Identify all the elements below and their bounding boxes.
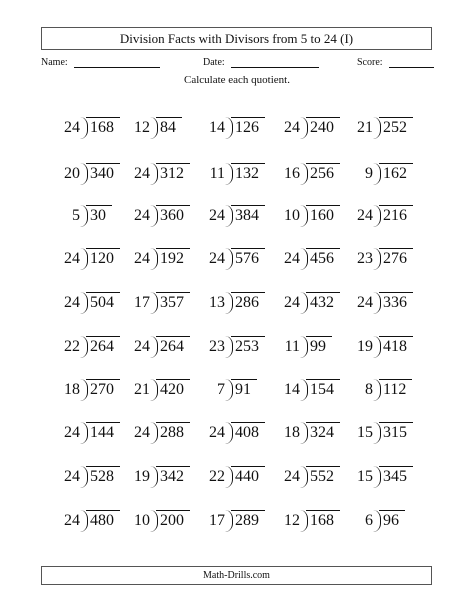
dividend: 270 — [90, 381, 114, 398]
dividend: 345 — [383, 468, 407, 485]
division-bar — [306, 205, 340, 206]
divisor: 24 — [64, 250, 80, 267]
division-bar — [379, 422, 413, 423]
division-bar — [306, 248, 340, 249]
dividend: 91 — [235, 381, 251, 398]
dividend: 276 — [383, 250, 407, 267]
division-bracket — [225, 422, 233, 444]
division-bar — [231, 422, 265, 423]
date-label: Date: — [203, 57, 225, 68]
division-bracket — [373, 422, 381, 444]
divisor: 14 — [209, 119, 225, 136]
division-bar — [86, 422, 120, 423]
divisor: 10 — [134, 512, 150, 529]
dividend: 336 — [383, 294, 407, 311]
divisor: 11 — [284, 338, 300, 355]
dividend: 312 — [160, 165, 184, 182]
division-bar — [231, 336, 265, 337]
dividend: 360 — [160, 207, 184, 224]
division-bar — [156, 292, 190, 293]
division-bracket — [80, 163, 88, 185]
division-bracket — [300, 466, 308, 488]
name-label: Name: — [41, 57, 68, 68]
division-bracket — [373, 117, 381, 139]
divisor: 15 — [357, 424, 373, 441]
division-bracket — [150, 422, 158, 444]
dividend: 480 — [90, 512, 114, 529]
division-bar — [379, 163, 413, 164]
divisor: 13 — [209, 294, 225, 311]
division-bracket — [150, 248, 158, 270]
divisor: 14 — [284, 381, 300, 398]
dividend: 324 — [310, 424, 334, 441]
division-bar — [379, 292, 413, 293]
footer — [41, 566, 432, 585]
dividend: 216 — [383, 207, 407, 224]
division-bar — [156, 163, 190, 164]
divisor: 24 — [284, 294, 300, 311]
dividend: 126 — [235, 119, 259, 136]
division-bar — [306, 422, 340, 423]
dividend: 286 — [235, 294, 259, 311]
division-bracket — [373, 292, 381, 314]
divisor: 24 — [64, 119, 80, 136]
divisor: 24 — [209, 250, 225, 267]
divisor: 24 — [64, 512, 80, 529]
dividend: 168 — [90, 119, 114, 136]
division-bracket — [300, 379, 308, 401]
divisor: 15 — [357, 468, 373, 485]
dividend: 264 — [160, 338, 184, 355]
dividend: 288 — [160, 424, 184, 441]
divisor: 24 — [209, 424, 225, 441]
division-bracket — [80, 510, 88, 532]
dividend: 340 — [90, 165, 114, 182]
dividend: 357 — [160, 294, 184, 311]
divisor: 16 — [284, 165, 300, 182]
instructions: Calculate each quotient. — [184, 74, 290, 86]
divisor: 24 — [64, 294, 80, 311]
division-bracket — [150, 205, 158, 227]
dividend: 456 — [310, 250, 334, 267]
division-bar — [86, 248, 120, 249]
division-bracket — [225, 205, 233, 227]
dividend: 253 — [235, 338, 259, 355]
division-bar — [231, 379, 257, 380]
division-bracket — [80, 292, 88, 314]
division-bracket — [225, 292, 233, 314]
divisor: 24 — [209, 207, 225, 224]
division-bar — [306, 510, 340, 511]
division-bracket — [150, 379, 158, 401]
dividend: 432 — [310, 294, 334, 311]
division-bracket — [225, 163, 233, 185]
division-bar — [231, 292, 265, 293]
division-bracket — [373, 336, 381, 358]
divisor: 24 — [357, 294, 373, 311]
divisor: 21 — [134, 381, 150, 398]
division-bar — [231, 248, 265, 249]
dividend: 99 — [310, 338, 326, 355]
divisor: 19 — [357, 338, 373, 355]
dividend: 440 — [235, 468, 259, 485]
division-bracket — [373, 205, 381, 227]
divisor: 12 — [284, 512, 300, 529]
division-bar — [306, 117, 340, 118]
division-bracket — [373, 379, 381, 401]
division-bracket — [150, 510, 158, 532]
division-bar — [156, 205, 190, 206]
division-bracket — [373, 466, 381, 488]
division-bracket — [80, 117, 88, 139]
divisor: 24 — [64, 468, 80, 485]
division-bar — [156, 117, 182, 118]
dividend: 264 — [90, 338, 114, 355]
dividend: 200 — [160, 512, 184, 529]
dividend: 162 — [383, 165, 407, 182]
division-bracket — [150, 466, 158, 488]
division-bar — [379, 248, 413, 249]
division-bar — [156, 379, 190, 380]
title-text: Division Facts with Divisors from 5 to 24 (I) — [119, 30, 354, 46]
division-bracket — [300, 336, 308, 358]
dividend: 112 — [383, 381, 407, 398]
division-bracket — [225, 466, 233, 488]
division-bracket — [80, 205, 88, 227]
division-bracket — [300, 292, 308, 314]
dividend: 240 — [310, 119, 334, 136]
division-bracket — [373, 510, 381, 532]
division-bar — [156, 466, 190, 467]
division-bracket — [300, 117, 308, 139]
dividend: 289 — [235, 512, 259, 529]
score-label: Score: — [357, 57, 383, 68]
division-bar — [306, 336, 332, 337]
divisor: 24 — [134, 250, 150, 267]
dividend: 96 — [383, 512, 399, 529]
division-bracket — [300, 248, 308, 270]
division-bracket — [225, 248, 233, 270]
division-bar — [156, 248, 190, 249]
dividend: 168 — [310, 512, 334, 529]
dividend: 418 — [383, 338, 407, 355]
division-bracket — [300, 510, 308, 532]
division-bar — [306, 379, 340, 380]
divisor: 24 — [284, 250, 300, 267]
divisor: 6 — [365, 512, 373, 529]
division-bar — [86, 163, 120, 164]
division-bracket — [80, 379, 88, 401]
division-bar — [379, 205, 413, 206]
dividend: 342 — [160, 468, 184, 485]
divisor: 12 — [134, 119, 150, 136]
dividend: 315 — [383, 424, 407, 441]
divisor: 22 — [64, 338, 80, 355]
dividend: 120 — [90, 250, 114, 267]
dividend: 144 — [90, 424, 114, 441]
divisor: 24 — [357, 207, 373, 224]
division-bar — [231, 510, 265, 511]
dividend: 132 — [235, 165, 259, 182]
divisor: 17 — [134, 294, 150, 311]
division-bar — [86, 510, 120, 511]
divisor: 24 — [134, 338, 150, 355]
division-bar — [86, 379, 120, 380]
divisor: 23 — [357, 250, 373, 267]
division-bar — [231, 163, 265, 164]
divisor: 5 — [72, 207, 80, 224]
divisor: 24 — [284, 468, 300, 485]
dividend: 30 — [90, 207, 106, 224]
divisor: 24 — [134, 207, 150, 224]
division-bar — [156, 422, 190, 423]
dividend: 528 — [90, 468, 114, 485]
dividend: 576 — [235, 250, 259, 267]
division-bar — [379, 117, 413, 118]
divisor: 21 — [357, 119, 373, 136]
divisor: 10 — [284, 207, 300, 224]
divisor: 24 — [64, 424, 80, 441]
division-bar — [231, 117, 265, 118]
division-bar — [86, 336, 120, 337]
dividend: 256 — [310, 165, 334, 182]
divisor: 9 — [365, 165, 373, 182]
division-bar — [306, 466, 340, 467]
division-bracket — [225, 117, 233, 139]
divisor: 18 — [64, 381, 80, 398]
division-bar — [379, 466, 413, 467]
divisor: 20 — [64, 165, 80, 182]
dividend: 408 — [235, 424, 259, 441]
division-bar — [306, 163, 340, 164]
divisor: 7 — [217, 381, 225, 398]
division-bar — [156, 336, 190, 337]
division-bracket — [300, 422, 308, 444]
dividend: 160 — [310, 207, 334, 224]
division-bracket — [80, 248, 88, 270]
divisor: 22 — [209, 468, 225, 485]
dividend: 420 — [160, 381, 184, 398]
division-bracket — [80, 422, 88, 444]
dividend: 84 — [160, 119, 176, 136]
divisor: 11 — [209, 165, 225, 182]
division-bracket — [150, 292, 158, 314]
divisor: 8 — [365, 381, 373, 398]
division-bar — [86, 466, 120, 467]
division-bracket — [225, 379, 233, 401]
division-bracket — [225, 336, 233, 358]
division-bracket — [150, 117, 158, 139]
division-bracket — [150, 163, 158, 185]
dividend: 504 — [90, 294, 114, 311]
division-bracket — [80, 466, 88, 488]
divisor: 24 — [284, 119, 300, 136]
divisor: 18 — [284, 424, 300, 441]
division-bar — [86, 117, 120, 118]
division-bar — [86, 292, 120, 293]
divisor: 19 — [134, 468, 150, 485]
divisor: 17 — [209, 512, 225, 529]
division-bracket — [150, 336, 158, 358]
division-bar — [306, 292, 340, 293]
division-bar — [379, 379, 412, 380]
dividend: 154 — [310, 381, 334, 398]
dividend: 384 — [235, 207, 259, 224]
division-bar — [379, 510, 405, 511]
dividend: 552 — [310, 468, 334, 485]
division-bracket — [225, 510, 233, 532]
division-bar — [86, 205, 112, 206]
divisor: 23 — [209, 338, 225, 355]
division-bracket — [373, 248, 381, 270]
footer-text: Math-Drills.com — [203, 570, 270, 581]
division-bar — [231, 466, 265, 467]
division-bar — [379, 336, 413, 337]
division-bar — [156, 510, 190, 511]
dividend: 252 — [383, 119, 407, 136]
divisor: 24 — [134, 424, 150, 441]
division-bracket — [300, 163, 308, 185]
division-bracket — [80, 336, 88, 358]
division-bar — [231, 205, 265, 206]
division-bracket — [373, 163, 381, 185]
division-bracket — [300, 205, 308, 227]
divisor: 24 — [134, 165, 150, 182]
dividend: 192 — [160, 250, 184, 267]
